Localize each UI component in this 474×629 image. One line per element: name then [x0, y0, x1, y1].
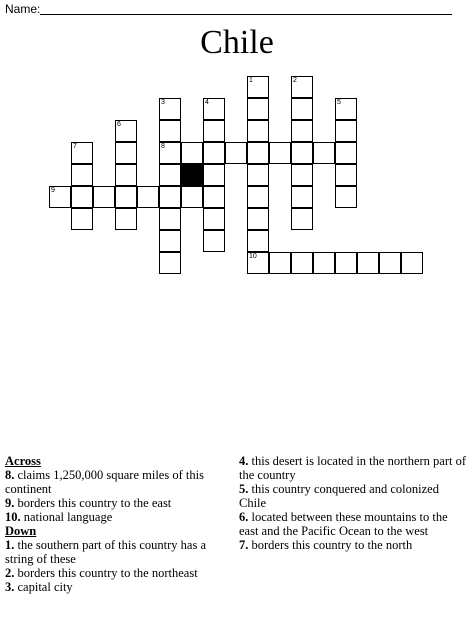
across-heading: Across — [5, 454, 41, 468]
clue-number: 9 — [51, 187, 55, 194]
grid-cell[interactable] — [269, 252, 291, 274]
black-cell — [181, 164, 203, 186]
grid-cell[interactable] — [137, 186, 159, 208]
grid-cell[interactable] — [247, 252, 269, 274]
grid-cell[interactable] — [269, 142, 291, 164]
clue-number-label: 9. — [5, 496, 15, 510]
grid-cell[interactable] — [203, 120, 225, 142]
clue-number: 6 — [117, 121, 121, 128]
grid-cell[interactable] — [203, 208, 225, 230]
clue-item — [239, 538, 467, 552]
down-heading: Down — [5, 524, 37, 538]
grid-cell[interactable] — [115, 142, 137, 164]
clue-item — [5, 468, 230, 496]
clue-number-label: 1. — [5, 538, 15, 552]
clue-number: 7 — [73, 143, 77, 150]
clue-item — [239, 454, 467, 482]
clue-number: 8 — [161, 143, 165, 150]
grid-cell[interactable] — [159, 142, 181, 164]
clue-text: borders this country to the northeast — [14, 566, 198, 580]
grid-cell[interactable] — [313, 142, 335, 164]
grid-cell[interactable] — [93, 186, 115, 208]
clue-number-label: 2. — [5, 566, 15, 580]
clue-number-label: 6. — [239, 510, 249, 524]
grid-cell[interactable] — [291, 98, 313, 120]
grid-cell[interactable] — [247, 164, 269, 186]
clue-item — [239, 510, 467, 538]
grid-cell[interactable] — [291, 142, 313, 164]
down-clue-list — [5, 538, 230, 594]
grid-cell[interactable] — [291, 208, 313, 230]
clue-text: claims 1,250,000 square miles of this continent — [5, 468, 204, 496]
grid-cell[interactable] — [115, 120, 137, 142]
grid-cell[interactable] — [313, 252, 335, 274]
grid-cell[interactable] — [203, 230, 225, 252]
clue-number: 3 — [161, 99, 165, 106]
grid-cell[interactable] — [159, 230, 181, 252]
clue-text: the southern part of this country has a string of these — [5, 538, 206, 566]
clue-number: 5 — [337, 99, 341, 106]
grid-cell[interactable] — [115, 186, 137, 208]
across-clue-list — [5, 468, 230, 524]
grid-cell[interactable] — [159, 164, 181, 186]
grid-cell[interactable] — [291, 76, 313, 98]
clue-item — [5, 496, 230, 510]
grid-cell[interactable] — [71, 164, 93, 186]
clue-number-label: 4. — [239, 454, 249, 468]
clue-number: 4 — [205, 99, 209, 106]
name-label: Name: — [5, 2, 41, 16]
down-clue-list-continued — [239, 454, 467, 552]
grid-cell[interactable] — [247, 208, 269, 230]
grid-cell[interactable] — [335, 186, 357, 208]
grid-cell[interactable] — [115, 208, 137, 230]
grid-cell[interactable] — [291, 164, 313, 186]
grid-cell[interactable] — [181, 142, 203, 164]
grid-cell[interactable] — [401, 252, 423, 274]
grid-cell[interactable] — [357, 252, 379, 274]
clue-item — [5, 580, 230, 594]
clue-text: borders this country to the east — [14, 496, 172, 510]
grid-cell[interactable] — [247, 76, 269, 98]
grid-cell[interactable] — [379, 252, 401, 274]
clue-text: this desert is located in the northern part of the country — [239, 454, 467, 482]
grid-cell[interactable] — [203, 98, 225, 120]
grid-cell[interactable] — [159, 208, 181, 230]
grid-cell[interactable] — [159, 252, 181, 274]
grid-cell[interactable] — [247, 186, 269, 208]
grid-cell[interactable] — [115, 164, 137, 186]
clue-item — [239, 482, 467, 510]
clue-text: capital city — [14, 580, 73, 594]
clue-number-label: 8. — [5, 468, 15, 482]
clue-item — [5, 538, 230, 566]
clue-text: this country conquered and colonized Chile — [239, 482, 439, 510]
grid-cell[interactable] — [291, 186, 313, 208]
grid-cell[interactable] — [225, 142, 247, 164]
grid-cell[interactable] — [247, 230, 269, 252]
grid-cell[interactable] — [203, 186, 225, 208]
clue-number: 2 — [293, 77, 297, 84]
grid-cell[interactable] — [291, 252, 313, 274]
grid-cell[interactable] — [335, 142, 357, 164]
grid-cell[interactable] — [203, 164, 225, 186]
crossword-grid — [0, 0, 474, 300]
grid-cell[interactable] — [71, 208, 93, 230]
grid-cell[interactable] — [335, 164, 357, 186]
clue-text: national language — [20, 510, 113, 524]
grid-cell[interactable] — [247, 142, 269, 164]
grid-cell[interactable] — [159, 186, 181, 208]
clues-left-column — [5, 454, 230, 594]
clue-number: 10 — [249, 253, 257, 260]
clue-item — [5, 510, 230, 524]
grid-cell[interactable] — [159, 98, 181, 120]
grid-cell[interactable] — [335, 98, 357, 120]
grid-cell[interactable] — [247, 98, 269, 120]
clue-number-label: 5. — [239, 482, 249, 496]
grid-cell[interactable] — [247, 120, 269, 142]
grid-cell[interactable] — [335, 252, 357, 274]
clues-right-column — [239, 454, 467, 552]
clue-item — [5, 566, 230, 580]
grid-cell[interactable] — [159, 120, 181, 142]
grid-cell[interactable] — [49, 186, 71, 208]
clue-text: located between these mountains to the east and the Pacific Ocean to the west — [239, 510, 448, 538]
grid-cell[interactable] — [203, 142, 225, 164]
clue-text: borders this country to the north — [248, 538, 413, 552]
clue-number-label: 3. — [5, 580, 15, 594]
clue-number-label: 7. — [239, 538, 249, 552]
grid-cell[interactable] — [181, 186, 203, 208]
grid-cell[interactable] — [71, 186, 93, 208]
clue-number: 1 — [249, 77, 253, 84]
page-title: Chile — [200, 24, 274, 61]
clue-number-label: 10. — [5, 510, 21, 524]
grid-cell[interactable] — [71, 142, 93, 164]
grid-cell[interactable] — [291, 120, 313, 142]
grid-cell[interactable] — [335, 120, 357, 142]
